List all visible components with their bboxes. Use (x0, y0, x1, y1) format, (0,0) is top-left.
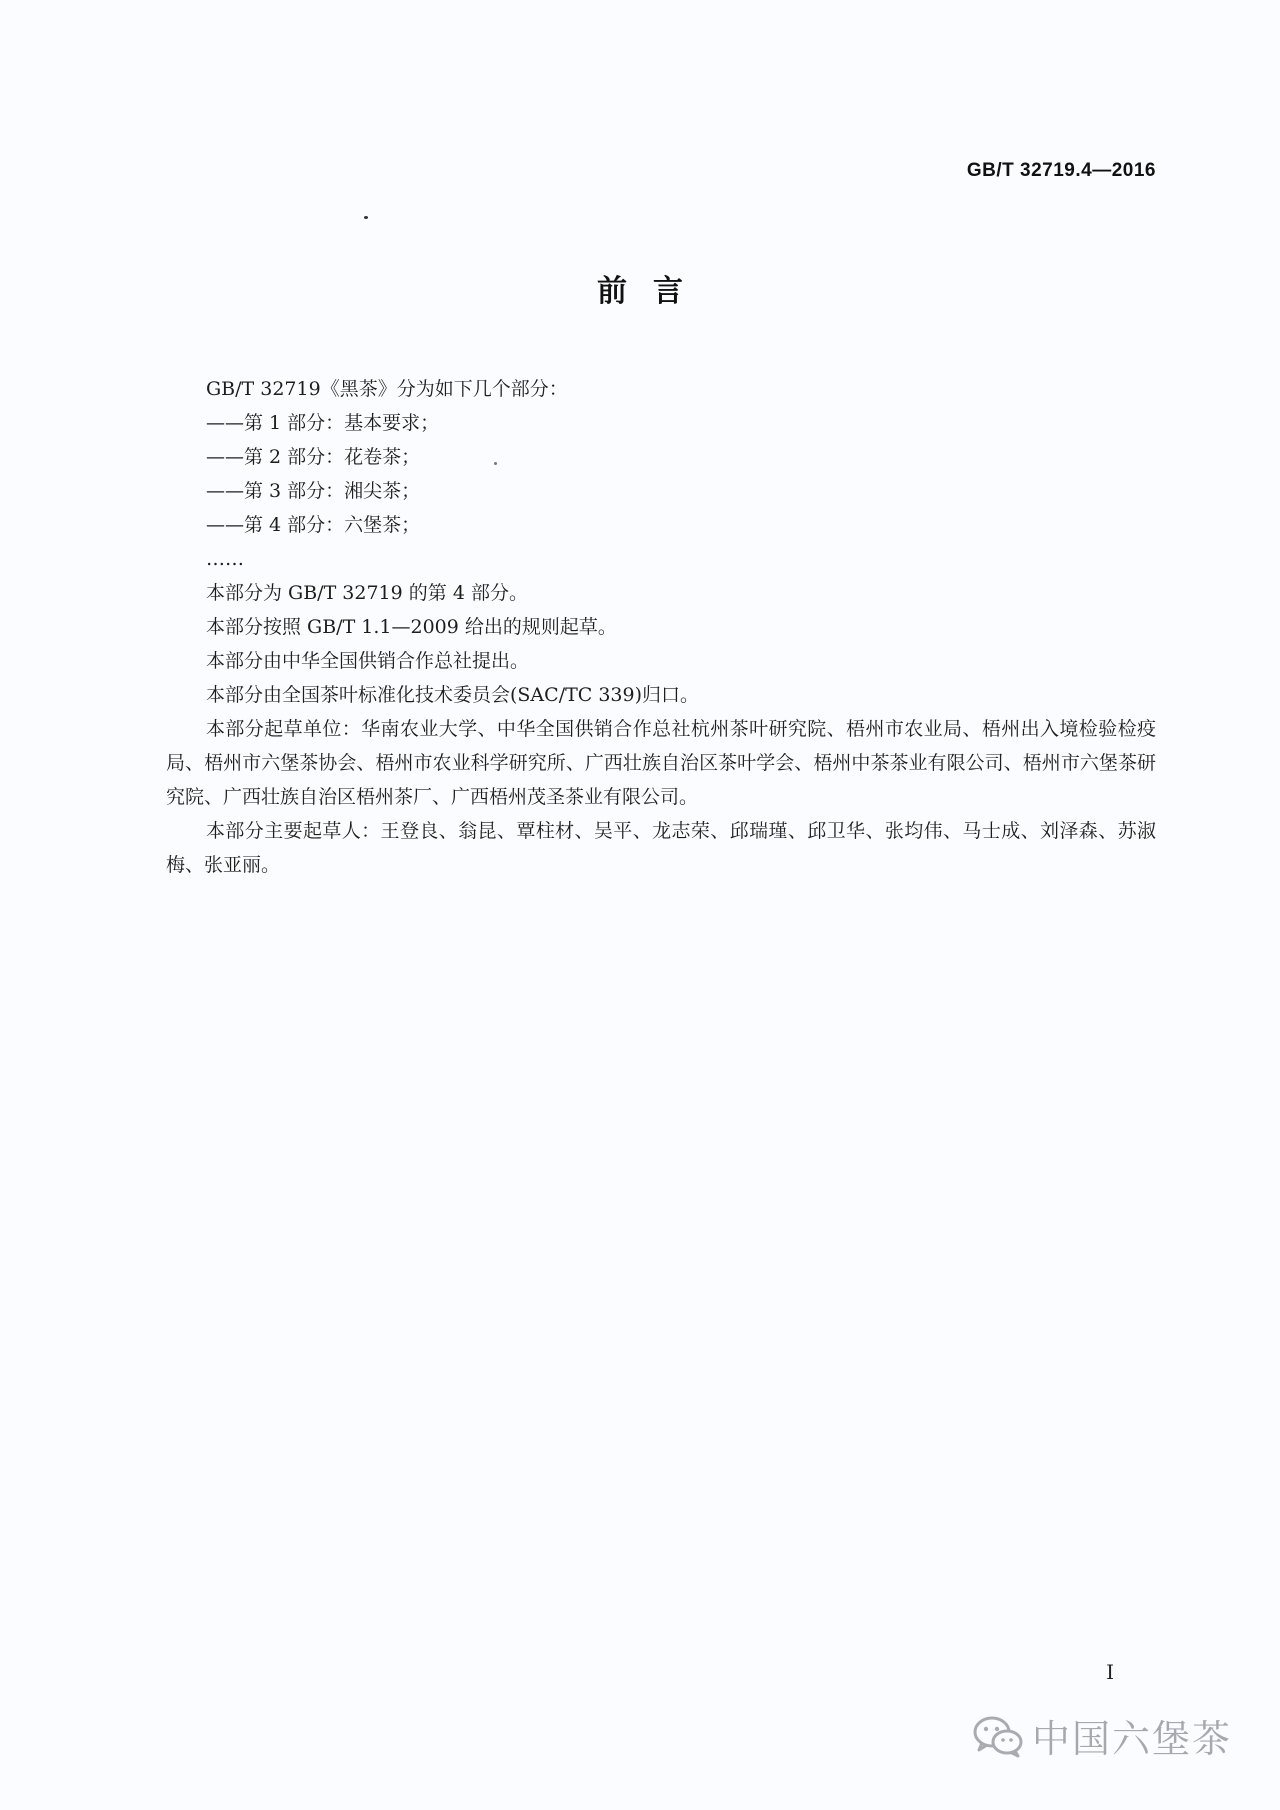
parts-intro: GB/T 32719《黑茶》分为如下几个部分： (206, 378, 568, 400)
document-body (166, 372, 1156, 882)
list-ellipsis: …… (206, 548, 244, 570)
part-list-item: ——第 2 部分：花卷茶； (206, 446, 421, 468)
standard-number: GB/T 32719.4—2016 (966, 160, 1156, 181)
watermark-text: 中国六堡茶 (1032, 1717, 1233, 1761)
part-list-item: ——第 4 部分：六堡茶； (206, 514, 421, 536)
page-title: 前言 (597, 274, 709, 309)
watermark (972, 1708, 1232, 1763)
paragraph-committee: 本部分由全国茶叶标准化技术委员会(SAC/TC 339)归口。 (206, 684, 700, 706)
page-number: I (1106, 1660, 1114, 1684)
scan-speck (364, 216, 368, 219)
paragraph-drafters: 本部分主要起草人：王登良、翁昆、覃柱材、吴平、龙志荣、邱瑞瑾、邱卫华、张均伟、马士成、刘泽森、苏淑梅、张亚丽。 (166, 820, 1156, 876)
part-list-item: ——第 1 部分：基本要求； (206, 412, 440, 434)
paragraph-drafting-rules: 本部分按照 GB/T 1.1—2009 给出的规则起草。 (206, 616, 617, 638)
part-list-item: ——第 3 部分：湘尖茶； (206, 480, 421, 502)
wechat-icon (972, 1714, 1024, 1758)
paragraph-drafting-units: 本部分起草单位：华南农业大学、中华全国供销合作总社杭州茶叶研究院、梧州市农业局、梧州出入境检验检疫局、梧州市六堡茶协会、梧州市农业科学研究所、广西壮族自治区茶叶学会、梧州中茶茶业有限公司、梧州市六堡茶研究院、广西壮族自治区梧州茶厂、广西梧州茂圣茶业有限公司。 (166, 718, 1156, 808)
paragraph-proposer: 本部分由中华全国供销合作总社提出。 (206, 650, 530, 672)
paragraph-part-number: 本部分为 GB/T 32719 的第 4 部分。 (206, 582, 528, 604)
